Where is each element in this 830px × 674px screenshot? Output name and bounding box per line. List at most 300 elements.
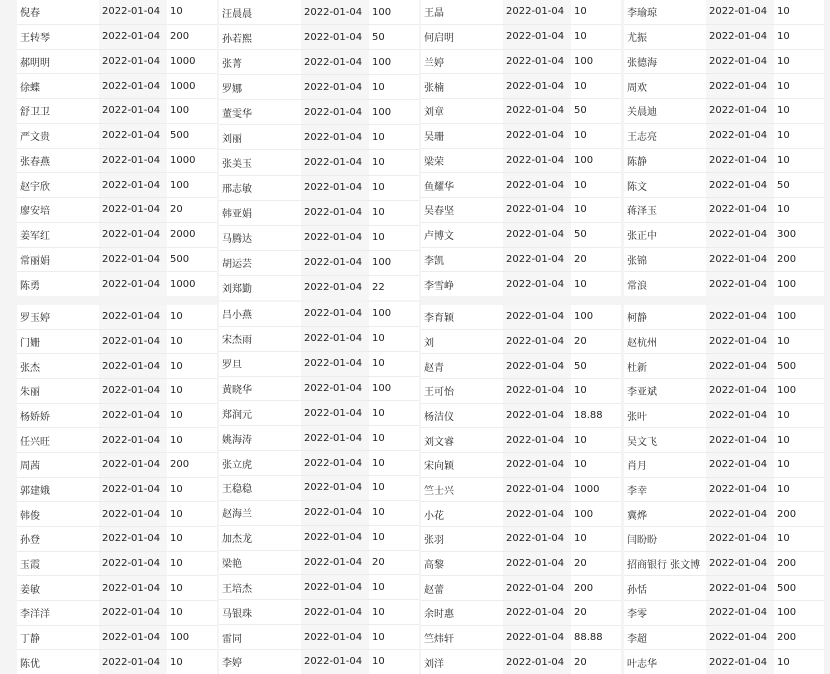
name-cell: 陈静 [627, 156, 647, 168]
table-row [624, 248, 824, 273]
table-row [624, 502, 824, 527]
table-row [421, 0, 621, 25]
date-cell: 2022-01-04 [301, 75, 369, 99]
donation-table-block-3 [421, 0, 621, 296]
date-cell: 2022-01-04 [503, 223, 571, 247]
table-row [421, 248, 621, 273]
date-cell: 2022-01-04 [301, 125, 369, 149]
name-cell: 李洋洋 [20, 609, 50, 621]
date-cell: 2022-01-04 [301, 0, 369, 24]
table-row [421, 330, 621, 355]
name-cell: 何启明 [424, 33, 454, 45]
name-cell: 张菁 [222, 58, 242, 70]
date-cell: 2022-01-04 [706, 0, 774, 24]
table-row [219, 75, 419, 100]
name-cell: 徐蝶 [20, 82, 40, 94]
name-cell: 冀烨 [627, 510, 647, 522]
table-row [219, 150, 419, 175]
date-cell: 2022-01-04 [503, 124, 571, 148]
table-row [17, 601, 217, 626]
amount-cell: 10 [372, 532, 385, 544]
amount-cell: 10 [170, 533, 183, 545]
date-cell: 2022-01-04 [99, 50, 167, 74]
amount-cell: 10 [372, 507, 385, 519]
table-row [421, 552, 621, 577]
date-cell: 2022-01-04 [706, 626, 774, 650]
name-cell: 吕小燕 [222, 310, 252, 322]
table-row [421, 527, 621, 552]
table-row [624, 601, 824, 626]
name-cell: 柯静 [627, 313, 647, 325]
amount-cell: 100 [372, 257, 392, 269]
donation-table-block-5 [17, 305, 217, 674]
table-row [17, 198, 217, 223]
table-row [17, 428, 217, 453]
table-row [219, 600, 419, 625]
name-cell: 邢志敏 [222, 184, 252, 196]
date-cell: 2022-01-04 [99, 248, 167, 272]
amount-cell: 10 [372, 182, 385, 194]
table-row [624, 478, 824, 503]
date-cell: 2022-01-04 [301, 302, 369, 326]
amount-cell: 10 [777, 533, 790, 545]
amount-cell: 10 [574, 385, 587, 397]
table-row [421, 576, 621, 601]
table-row [17, 502, 217, 527]
amount-cell: 10 [574, 179, 587, 191]
name-cell: 张锦 [627, 255, 647, 267]
amount-cell: 100 [372, 56, 392, 68]
date-cell: 2022-01-04 [706, 124, 774, 148]
table-row [219, 501, 419, 526]
table-row [421, 305, 621, 330]
date-cell: 2022-01-04 [301, 352, 369, 376]
date-cell: 2022-01-04 [503, 502, 571, 526]
amount-cell: 200 [574, 582, 594, 594]
table-row [421, 453, 621, 478]
table-row [219, 551, 419, 576]
name-cell: 王晶 [424, 8, 444, 20]
table-row [624, 74, 824, 99]
table-row [219, 201, 419, 226]
amount-cell: 10 [372, 482, 385, 494]
table-row [17, 272, 217, 296]
date-cell: 2022-01-04 [503, 74, 571, 98]
date-cell: 2022-01-04 [706, 223, 774, 247]
amount-cell: 10 [170, 385, 183, 397]
table-row [624, 99, 824, 124]
date-cell: 2022-01-04 [301, 176, 369, 200]
date-cell: 2022-01-04 [301, 226, 369, 250]
name-cell: 孙若熙 [222, 33, 252, 45]
date-cell: 2022-01-04 [706, 149, 774, 173]
table-row [219, 226, 419, 251]
table-row [17, 223, 217, 248]
table-row [219, 25, 419, 50]
name-cell: 王转琴 [20, 33, 50, 45]
date-cell: 2022-01-04 [503, 478, 571, 502]
table-row [624, 527, 824, 552]
name-cell: 孙恬 [627, 584, 647, 596]
table-row [624, 576, 824, 601]
name-cell: 王培杰 [222, 583, 252, 595]
amount-cell: 10 [777, 55, 790, 67]
table-row [219, 352, 419, 377]
donation-table-block-4 [624, 0, 824, 296]
amount-cell: 10 [170, 311, 183, 323]
amount-cell: 10 [372, 631, 385, 643]
amount-cell: 10 [170, 607, 183, 619]
date-cell: 2022-01-04 [503, 428, 571, 452]
date-cell: 2022-01-04 [99, 272, 167, 296]
name-cell: 尤振 [627, 33, 647, 45]
table-row [624, 330, 824, 355]
amount-cell: 100 [777, 311, 797, 323]
amount-cell: 500 [170, 253, 190, 265]
table-row [17, 650, 217, 674]
table-row [219, 476, 419, 501]
amount-cell: 100 [372, 308, 392, 320]
name-cell: 郑润元 [222, 409, 252, 421]
name-cell: 雷同 [222, 633, 242, 645]
date-cell: 2022-01-04 [706, 428, 774, 452]
table-row [624, 626, 824, 651]
table-row [421, 25, 621, 50]
table-row [421, 478, 621, 503]
date-cell: 2022-01-04 [503, 248, 571, 272]
date-cell: 2022-01-04 [706, 453, 774, 477]
amount-cell: 200 [777, 632, 797, 644]
table-row [17, 478, 217, 503]
date-cell: 2022-01-04 [301, 150, 369, 174]
name-cell: 张德海 [627, 57, 657, 69]
name-cell: 杨娇娇 [20, 412, 50, 424]
name-cell: 廖安培 [20, 206, 50, 218]
name-cell: 吴文飞 [627, 436, 657, 448]
name-cell: 赵海兰 [222, 509, 252, 521]
amount-cell: 10 [372, 581, 385, 593]
amount-cell: 10 [777, 31, 790, 43]
name-cell: 张正中 [627, 231, 657, 243]
table-row [219, 377, 419, 402]
name-cell: 刘章 [424, 107, 444, 119]
name-cell: 陈优 [20, 658, 40, 670]
table-row [421, 99, 621, 124]
amount-cell: 200 [170, 459, 190, 471]
date-cell: 2022-01-04 [99, 223, 167, 247]
date-cell: 2022-01-04 [706, 552, 774, 576]
date-cell: 2022-01-04 [301, 526, 369, 550]
name-cell: 鱼耀华 [424, 181, 454, 193]
amount-cell: 10 [574, 434, 587, 446]
amount-cell: 1000 [574, 484, 600, 496]
name-cell: 吴珊 [424, 132, 444, 144]
table-row [17, 74, 217, 99]
name-cell: 玉霞 [20, 560, 40, 572]
amount-cell: 2000 [170, 229, 196, 241]
date-cell: 2022-01-04 [706, 248, 774, 272]
amount-cell: 20 [574, 336, 587, 347]
date-cell: 2022-01-04 [706, 272, 774, 296]
donation-table-block-1 [17, 0, 217, 296]
amount-cell: 10 [574, 533, 587, 545]
amount-cell: 100 [372, 6, 392, 18]
name-cell: 孙登 [20, 535, 40, 547]
table-row [421, 198, 621, 223]
name-cell: 马腾达 [222, 234, 252, 246]
name-cell: 宋杰雨 [222, 335, 252, 347]
name-cell: 丁静 [20, 634, 40, 646]
amount-cell: 22 [372, 282, 385, 294]
amount-cell: 10 [170, 434, 183, 446]
date-cell: 2022-01-04 [503, 149, 571, 173]
amount-cell: 10 [777, 459, 790, 471]
amount-cell: 50 [574, 229, 587, 241]
date-cell: 2022-01-04 [301, 401, 369, 425]
table-row [624, 173, 824, 198]
name-cell: 梁荣 [424, 156, 444, 168]
table-row [219, 625, 419, 650]
name-cell: 郝明明 [20, 57, 50, 69]
date-cell: 2022-01-04 [503, 379, 571, 403]
name-cell: 吴春坚 [424, 206, 454, 218]
donation-table-block-8 [624, 305, 824, 674]
table-row [17, 149, 217, 174]
table-row [219, 100, 419, 125]
name-cell: 李亚斌 [627, 387, 657, 399]
name-cell: 赵宇欣 [20, 181, 50, 193]
amount-cell: 50 [777, 179, 790, 191]
amount-cell: 10 [777, 80, 790, 92]
name-cell: 卢博文 [424, 231, 454, 243]
table-row [17, 552, 217, 577]
date-cell: 2022-01-04 [706, 379, 774, 403]
date-cell: 2022-01-04 [706, 502, 774, 526]
name-cell: 刘郑勤 [222, 284, 252, 296]
date-cell: 2022-01-04 [301, 575, 369, 599]
amount-cell: 10 [574, 130, 587, 142]
table-row [421, 124, 621, 149]
amount-cell: 10 [170, 558, 183, 570]
date-cell: 2022-01-04 [503, 173, 571, 197]
date-cell: 2022-01-04 [503, 404, 571, 428]
table-row [421, 650, 621, 674]
date-cell: 2022-01-04 [301, 327, 369, 351]
date-cell: 2022-01-04 [301, 551, 369, 575]
name-cell: 宋向颖 [424, 461, 454, 473]
name-cell: 赵蕾 [424, 584, 444, 596]
date-cell: 2022-01-04 [706, 650, 774, 674]
amount-cell: 10 [777, 154, 790, 166]
amount-cell: 20 [372, 557, 385, 569]
date-cell: 2022-01-04 [503, 25, 571, 49]
name-cell: 张美玉 [222, 159, 252, 170]
amount-cell: 10 [777, 484, 790, 496]
date-cell: 2022-01-04 [706, 25, 774, 49]
table-row [421, 223, 621, 248]
amount-cell: 10 [170, 410, 183, 422]
table-row [421, 74, 621, 99]
amount-cell: 10 [777, 434, 790, 446]
table-row [624, 428, 824, 453]
date-cell: 2022-01-04 [99, 0, 167, 24]
amount-cell: 100 [777, 385, 797, 397]
table-row [17, 305, 217, 330]
date-cell: 2022-01-04 [706, 330, 774, 354]
date-cell: 2022-01-04 [503, 272, 571, 296]
donation-table-block-7 [421, 305, 621, 674]
name-cell: 罗玉婷 [20, 313, 50, 325]
amount-cell: 10 [574, 459, 587, 471]
name-cell: 罗旦 [222, 360, 242, 372]
amount-cell: 18.88 [574, 410, 603, 422]
amount-cell: 1000 [170, 80, 196, 92]
name-cell: 李幸 [627, 486, 647, 498]
table-row [219, 401, 419, 426]
name-cell: 倪春 [20, 8, 40, 20]
date-cell: 2022-01-04 [503, 527, 571, 551]
amount-cell: 200 [777, 253, 797, 265]
name-cell: 加杰龙 [222, 534, 252, 546]
date-cell: 2022-01-04 [301, 377, 369, 401]
date-cell: 2022-01-04 [503, 0, 571, 24]
amount-cell: 100 [170, 179, 190, 191]
table-row [624, 0, 824, 25]
date-cell: 2022-01-04 [99, 124, 167, 148]
name-cell: 王稳稳 [222, 484, 252, 496]
date-cell: 2022-01-04 [301, 476, 369, 500]
name-cell: 蒋泽玉 [627, 206, 657, 218]
date-cell: 2022-01-04 [99, 428, 167, 452]
amount-cell: 100 [170, 632, 190, 644]
name-cell: 韩亚娟 [222, 209, 252, 221]
date-cell: 2022-01-04 [503, 354, 571, 378]
date-cell: 2022-01-04 [301, 100, 369, 124]
name-cell: 张楠 [424, 82, 444, 94]
name-cell: 竺士兴 [424, 486, 454, 498]
date-cell: 2022-01-04 [99, 354, 167, 378]
name-cell: 李凯 [424, 255, 444, 267]
amount-cell: 10 [777, 105, 790, 117]
name-cell: 董雯华 [222, 108, 252, 120]
date-cell: 2022-01-04 [301, 426, 369, 450]
amount-cell: 10 [170, 360, 183, 372]
amount-cell: 20 [574, 253, 587, 265]
amount-cell: 10 [574, 278, 587, 290]
amount-cell: 10 [777, 656, 790, 668]
date-cell: 2022-01-04 [503, 601, 571, 625]
amount-cell: 10 [372, 207, 385, 219]
table-row [624, 305, 824, 330]
table-row [624, 223, 824, 248]
date-cell: 2022-01-04 [301, 600, 369, 624]
amount-cell: 100 [777, 278, 797, 290]
amount-cell: 20 [170, 204, 183, 216]
amount-cell: 100 [372, 383, 392, 394]
date-cell: 2022-01-04 [301, 625, 369, 649]
date-cell: 2022-01-04 [503, 305, 571, 329]
name-cell: 常浪 [627, 280, 647, 292]
amount-cell: 10 [777, 6, 790, 18]
amount-cell: 1000 [170, 278, 196, 290]
date-cell: 2022-01-04 [706, 74, 774, 98]
name-cell: 任兴旺 [20, 436, 50, 448]
table-row [17, 50, 217, 75]
table-row [624, 552, 824, 577]
date-cell: 2022-01-04 [99, 74, 167, 98]
date-cell: 2022-01-04 [301, 501, 369, 525]
amount-cell: 50 [574, 105, 587, 117]
date-cell: 2022-01-04 [99, 305, 167, 329]
amount-cell: 500 [777, 582, 797, 594]
amount-cell: 10 [372, 157, 385, 168]
name-cell: 周茜 [20, 461, 40, 473]
table-row [219, 251, 419, 276]
date-cell: 2022-01-04 [99, 576, 167, 600]
table-row [219, 451, 419, 476]
date-cell: 2022-01-04 [706, 50, 774, 74]
name-cell: 赵青 [424, 362, 444, 374]
table-row [219, 276, 419, 300]
amount-cell: 200 [170, 31, 190, 43]
table-row [219, 526, 419, 551]
donation-table-block-6 [219, 302, 419, 674]
table-row [421, 404, 621, 429]
name-cell: 周欢 [627, 82, 647, 94]
amount-cell: 20 [574, 558, 587, 570]
table-row [624, 354, 824, 379]
table-row [17, 576, 217, 601]
name-cell: 陈勇 [20, 280, 40, 292]
table-row [219, 650, 419, 674]
date-cell: 2022-01-04 [301, 276, 369, 300]
amount-cell: 1000 [170, 154, 196, 166]
amount-cell: 10 [777, 410, 790, 422]
table-row [219, 0, 419, 25]
table-row [17, 330, 217, 355]
name-cell: 黄晓华 [222, 385, 252, 396]
date-cell: 2022-01-04 [99, 173, 167, 197]
amount-cell: 100 [574, 311, 594, 323]
date-cell: 2022-01-04 [706, 404, 774, 428]
amount-cell: 10 [372, 656, 385, 668]
name-cell: 肖月 [627, 461, 647, 473]
name-cell: 张羽 [424, 535, 444, 547]
date-cell: 2022-01-04 [99, 478, 167, 502]
table-row [624, 25, 824, 50]
name-cell: 韩俊 [20, 510, 40, 522]
amount-cell: 10 [574, 80, 587, 92]
table-row [17, 25, 217, 50]
table-row [17, 0, 217, 25]
name-cell: 陈文 [627, 181, 647, 193]
amount-cell: 10 [372, 81, 385, 93]
amount-cell: 10 [372, 432, 385, 444]
name-cell: 关晨迪 [627, 107, 657, 119]
name-cell: 刘 [424, 338, 434, 349]
name-cell: 李雪峥 [424, 280, 454, 292]
amount-cell: 300 [777, 229, 797, 241]
amount-cell: 10 [372, 333, 385, 345]
table-row [17, 99, 217, 124]
amount-cell: 10 [777, 130, 790, 142]
name-cell: 刘丽 [222, 133, 242, 145]
table-row [624, 650, 824, 674]
name-cell: 招商银行 张文博 [627, 560, 701, 572]
date-cell: 2022-01-04 [503, 576, 571, 600]
date-cell: 2022-01-04 [706, 576, 774, 600]
amount-cell: 100 [574, 508, 594, 520]
